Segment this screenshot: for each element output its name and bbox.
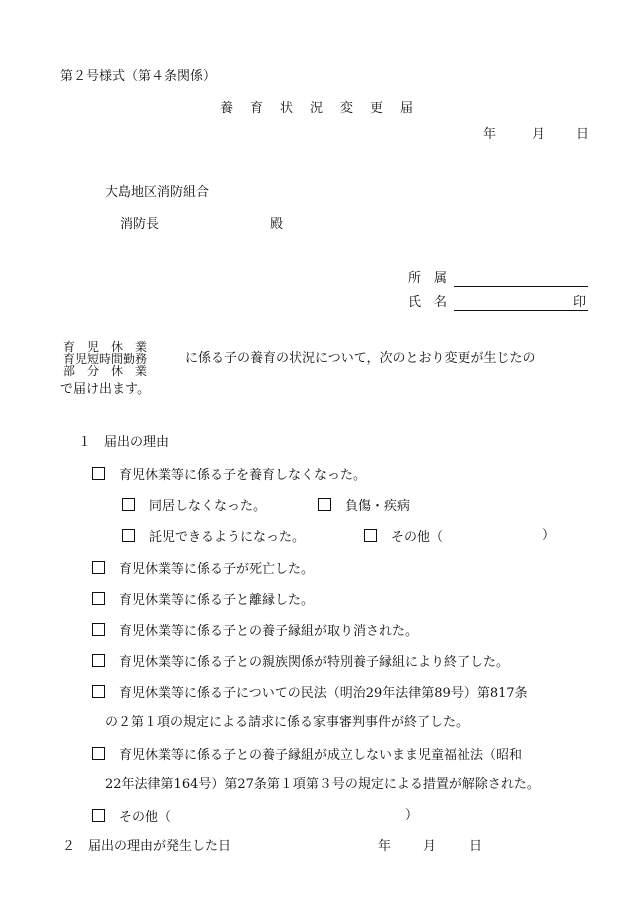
reason-no-longer-raising: 育児休業等に係る子を養育しなくなった。 xyxy=(92,467,366,482)
section2-year-label: 年 xyxy=(378,839,392,854)
intro-text-line2: で届け出ます。 xyxy=(60,382,150,397)
intro-text-line1: に係る子の養育の状況について，次のとおり変更が生じたの xyxy=(185,351,536,366)
leave-type-partial-leave: 部 分 休 業 xyxy=(63,364,148,378)
subreason-other: その他（ xyxy=(364,529,443,544)
reason-child-died: 育児休業等に係る子が死亡した。 xyxy=(92,561,314,576)
section2-heading: ２ 届出の理由が発生した日 xyxy=(62,839,232,854)
seal-label: 印 xyxy=(573,295,587,310)
section2-month-label: 月 xyxy=(423,839,437,854)
reason-dissolved-adoption: 育児休業等に係る子と離縁した。 xyxy=(92,592,314,607)
leave-type-list xyxy=(63,341,147,377)
checkbox[interactable] xyxy=(92,623,105,636)
addressee-honorific: 殿 xyxy=(270,217,284,232)
date-day-label: 日 xyxy=(576,127,590,142)
checkbox[interactable] xyxy=(122,498,135,511)
form-number: 第２号様式（第４条関係） xyxy=(60,69,217,84)
reason-family-court-line2: の２第１項の規定による請求に係る家事審判事件が終了した。 xyxy=(105,715,470,730)
checkbox[interactable] xyxy=(92,561,105,574)
reason-special-adoption: 育児休業等に係る子との親族関係が特別養子縁組により終了した。 xyxy=(92,654,509,669)
reason-family-court: 育児休業等に係る子についての民法（明治29年法律第89号）第817条 xyxy=(92,685,528,700)
name-label: 氏 名 xyxy=(408,295,448,310)
affiliation-field[interactable] xyxy=(454,272,588,287)
checkbox[interactable] xyxy=(364,529,377,542)
subreason-other-close: ） xyxy=(542,528,556,543)
checkbox[interactable] xyxy=(318,498,331,511)
date-month-label: 月 xyxy=(532,127,546,142)
checkbox[interactable] xyxy=(92,747,105,760)
reason-other: その他（ xyxy=(92,809,171,824)
reason-other-close: ） xyxy=(405,808,419,823)
reason-adoption-cancelled: 育児休業等に係る子との養子縁組が取り消された。 xyxy=(92,623,418,638)
checkbox[interactable] xyxy=(92,654,105,667)
checkbox[interactable] xyxy=(92,592,105,605)
date-year-label: 年 xyxy=(483,127,497,142)
checkbox[interactable] xyxy=(92,809,105,822)
addressee-chief: 消防長 xyxy=(120,217,160,232)
document-title: 養育状況変更届 xyxy=(220,101,431,116)
reason-child-welfare-line2: 22年法律第164号）第27条第１項第３号の規定による措置が解除された。 xyxy=(105,777,540,792)
checkbox[interactable] xyxy=(92,685,105,698)
subreason-not-living-together: 同居しなくなった。 xyxy=(122,498,266,513)
subreason-injury-illness: 負傷・疾病 xyxy=(318,498,410,513)
name-field[interactable] xyxy=(454,296,588,311)
section2-day-label: 日 xyxy=(469,839,483,854)
affiliation-label: 所 属 xyxy=(408,271,448,286)
checkbox[interactable] xyxy=(92,467,105,480)
subreason-childcare-available: 託児できるようになった。 xyxy=(122,529,305,544)
addressee-org: 大島地区消防組合 xyxy=(105,185,210,200)
leave-type-short-hours: 育児短時間勤務 xyxy=(63,352,148,366)
reason-child-welfare: 育児休業等に係る子との養子縁組が成立しないまま児童福祉法（昭和 xyxy=(92,747,522,762)
section1-heading: １ 届出の理由 xyxy=(78,435,170,450)
checkbox[interactable] xyxy=(122,529,135,542)
leave-type-childcare-leave: 育 児 休 業 xyxy=(63,340,148,354)
